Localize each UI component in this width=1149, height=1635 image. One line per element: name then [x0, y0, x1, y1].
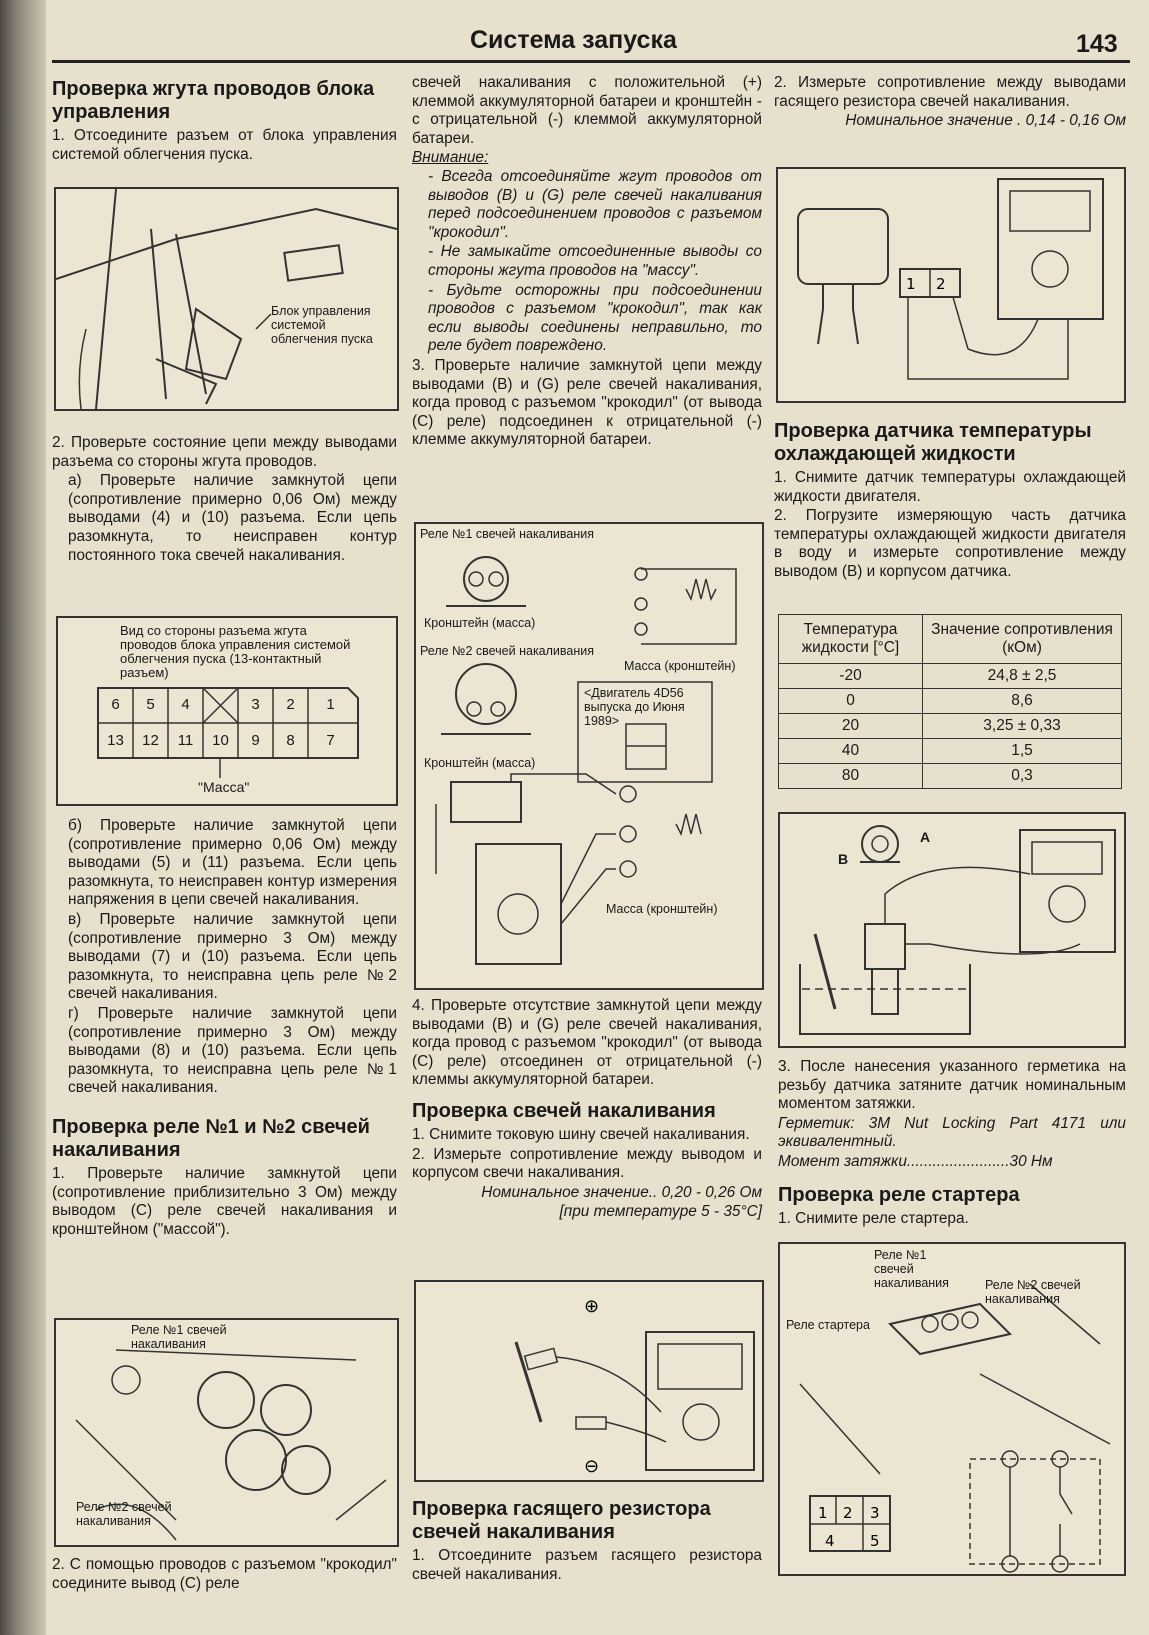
pin-label: 12 [142, 732, 159, 749]
column-1 [52, 78, 397, 165]
figure-control-unit [54, 187, 399, 411]
paragraph: 1. Снимите токовую шину свечей накаливания. [412, 1125, 750, 1143]
section-heading-starter: Проверка реле стартера [778, 1183, 1020, 1206]
paragraph: 2. Погрузите измеряющую часть датчика температуры охлаждающей жидкости двигателя в воду и измерьте сопротивление между выводом (В) и корпусом датчика. [774, 507, 1126, 580]
pin-label: 9 [251, 732, 260, 749]
paragraph: в) Проверьте наличие замкнутой цепи (сопротивление примерно 3 Ом) между выводами (7) и (10) разъема. Если цепь разомкнута, то неисправна цепь реле №2 свечей накаливания. [68, 910, 397, 1003]
starter-relay-label: Реле стартера [786, 1318, 870, 1332]
figure-temp-sensor [778, 812, 1126, 1048]
paragraph: 1. Отсоедините разъем гасящего резистора свечей накаливания. [412, 1547, 762, 1583]
resistor-drawing [778, 169, 1124, 401]
section-heading-relay: Проверка реле №1 и №2 свечей накаливания [52, 1115, 370, 1161]
page-number: 143 [1076, 30, 1118, 58]
section-heading-resistor: Проверка гасящего резистора свечей накаливания [412, 1498, 711, 1543]
table-row [779, 714, 1122, 739]
mass-label: Масса (кронштейн) [624, 659, 736, 673]
book-spine [0, 0, 46, 1635]
pin-label: 7 [326, 732, 335, 749]
table-row [779, 664, 1122, 689]
pin-label: 5 [146, 696, 155, 713]
svg-text:1: 1 [906, 275, 916, 293]
paragraph: свечей накаливания с положительной (+) клеммой аккумуляторной батареи и кронштейн - с отрицательной (-) клеммой аккумуляторной батареи. [412, 74, 762, 147]
glow-plug-drawing [416, 1282, 762, 1480]
section-heading-plugs: Проверка свечей накаливания [412, 1099, 716, 1122]
svg-text:4: 4 [825, 1532, 835, 1550]
paragraph: 3. Проверьте наличие замкнутой цепи между выводами (В) и (G) реле свечей накаливания, когда провод с разъемом "крокодил" (от вывода (С) реле) подсоединен к отрицательной (-) клемме аккумуляторной батареи. [412, 356, 762, 449]
resistance-table [778, 614, 1122, 789]
figure-relay-circuit [414, 522, 764, 990]
engine-label: <Двигатель 4D56 выпуска до Июня 1989> [584, 686, 685, 728]
pin-label: 6 [111, 696, 120, 713]
pin-label: 1 [326, 696, 335, 713]
column-1-cont [52, 434, 397, 566]
figure-starter-relay [778, 1242, 1126, 1576]
column-3-cont2 [778, 1058, 1126, 1229]
svg-text:⊖: ⊖ [584, 1456, 600, 1477]
paragraph: 3. После нанесения указанного герметика на резьбу датчика затяните датчик номинальным моментом затяжки. [778, 1058, 1126, 1113]
terminal-a-label: A [920, 829, 931, 845]
section-heading-sensor: Проверка датчика температуры охлаждающей жидкости [774, 420, 1092, 465]
relay1-label: Реле №1 свечей накаливания [874, 1248, 949, 1290]
table-header: Температура жидкости [°C] [779, 615, 923, 664]
relay1-label: Реле №1 свечей накаливания [420, 527, 595, 541]
nominal-value: Номинальное значение.. 0,20 - 0,26 Ом [481, 1183, 762, 1201]
temp-sensor-drawing [780, 814, 1124, 1046]
torque-spec: Момент затяжки........................30 Нм [778, 1152, 1053, 1170]
table-header: Значение сопротивления (кОм) [923, 615, 1122, 664]
relay2-label: Реле №2 свечей накаливания [420, 644, 595, 658]
paragraph: 1. Проверьте наличие замкнутой цепи (сопротивление приблизительно 3 Ом) между выводом (С) реле свечей накаливания и кронштейном ("массой"). [52, 1164, 397, 1238]
figure-glow-plug [414, 1280, 764, 1482]
pin-label: 11 [177, 732, 194, 749]
column-3 [774, 74, 1126, 132]
table-row [779, 764, 1122, 789]
svg-text:1: 1 [818, 1504, 828, 1522]
table-cell: 1,5 [923, 739, 1122, 764]
temp-range: [при температуре 5 - 35°C] [559, 1203, 762, 1221]
column-3-cont [774, 420, 1126, 583]
pin-label: 4 [181, 696, 190, 713]
paragraph: б) Проверьте наличие замкнутой цепи (сопротивление примерно 0,06 Ом) между выводами (5) и (11) разъема. Если цепь разомкнута, то неисправен контур измерения напряжения в цепи свечей накаливания. [68, 817, 397, 909]
table-cell: -20 [779, 664, 923, 689]
control-unit-label: Блок управления системой облегчения пуска [271, 304, 373, 346]
mass-label: Масса (кронштейн) [606, 902, 718, 916]
table-cell: 80 [779, 764, 923, 789]
bracket-label: Кронштейн (масса) [424, 756, 536, 770]
column-1-end [52, 1556, 397, 1594]
control-unit-drawing [56, 189, 397, 409]
table-row [779, 689, 1122, 714]
paragraph: г) Проверьте наличие замкнутой цепи (сопротивление примерно 3 Ом) между выводами (8) и (10) разъема. Если цепь разомкнута, то неисправна цепь реле №1 свечей накаливания. [68, 1004, 397, 1097]
table-cell: 3,25 ± 0,33 [923, 714, 1122, 739]
paragraph: 2. С помощью проводов с разъемом "крокодил" соедините вывод (С) реле [52, 1556, 397, 1592]
pin-label: 3 [251, 696, 260, 713]
nominal-value: Номинальное значение . 0,14 - 0,16 Ом [845, 112, 1126, 130]
warning: - Не замыкайте отсоединенные выводы со стороны жгута проводов на "массу". [428, 243, 762, 279]
pin-label: 8 [286, 732, 295, 749]
paragraph: 2. Измерьте сопротивление между выводом и корпусом свечи накаливания. [412, 1145, 762, 1182]
table-row [779, 739, 1122, 764]
paragraph: 1. Снимите реле стартера. [778, 1209, 969, 1227]
pin-label: 2 [286, 696, 295, 713]
warning: - Всегда отсоединяйте жгут проводов от выводов (В) и (G) реле свечей накаливания перед подсоединением проводов с разъемом "крокодил". [428, 167, 762, 241]
svg-text:⊕: ⊕ [584, 1296, 600, 1317]
section-heading-harness: Проверка жгута проводов блока управления [52, 78, 375, 123]
paragraph: 2. Проверьте состояние цепи между выводами разъема со стороны жгута проводов. [52, 434, 397, 470]
paragraph: 1. Снимите датчик температуры охлаждающей жидкости двигателя. [774, 469, 1126, 505]
column-2 [412, 74, 762, 451]
connector-caption: Вид со стороны разъема жгута проводов блока управления системой облегчения пуска (13-контактный разъем) [120, 623, 351, 680]
table-cell: 0 [779, 689, 923, 714]
paragraph: 2. Измерьте сопротивление между выводами гасящего резистора свечей накаливания. [774, 74, 1126, 110]
relay2-label: Реле №2 свечей накаливания [985, 1278, 1081, 1306]
table-cell: 8,6 [923, 689, 1122, 714]
relay2-label: Реле №2 свечей накаливания [76, 1500, 172, 1528]
table-cell: 24,8 ± 2,5 [923, 664, 1122, 689]
pin-label: 10 [212, 732, 229, 749]
warning: - Будьте осторожны при подсоединении проводов с разъемом "крокодил", так как если выводы соединены неправильно, то реле будет повреждено. [428, 281, 762, 355]
svg-text:3: 3 [870, 1504, 880, 1522]
table-cell: 20 [779, 714, 923, 739]
column-2-cont [412, 997, 762, 1223]
figure-resistor [776, 167, 1126, 403]
terminal-b-label: B [838, 851, 849, 867]
header-rule [52, 60, 1130, 63]
page-title: Система запуска [470, 26, 677, 54]
paragraph: 1. Отсоедините разъем от блока управления системой облегчения пуска. [52, 127, 397, 163]
relay1-label: Реле №1 свечей накаливания [131, 1323, 227, 1351]
paragraph: а) Проверьте наличие замкнутой цепи (сопротивление примерно 0,06 Ом) между выводами (4) и (10) разъема. Если цепь разомкнута, то неисправен контур постоянного тока свечей накаливания. [68, 472, 397, 564]
pin-label: 13 [107, 732, 124, 749]
figure-relays-photo [54, 1318, 399, 1547]
paragraph: 4. Проверьте отсутствие замкнутой цепи между выводами (В) и (G) реле свечей накаливания, когда провод с разъемом "крокодил" (от вывода (С) реле) отсоединен от отрицательной (-) клеммы аккумуляторной батареи. [412, 997, 762, 1089]
svg-text:2: 2 [936, 275, 946, 293]
table-cell: 0,3 [923, 764, 1122, 789]
column-2-end [412, 1498, 762, 1585]
sealant-spec: Герметик: 3M Nut Locking Part 4171 или эквивалентный. [778, 1114, 1126, 1151]
table-cell: 40 [779, 739, 923, 764]
mass-label: "Масса" [198, 779, 250, 795]
figure-connector-13pin [56, 616, 398, 806]
column-1-cont2 [52, 817, 397, 1240]
svg-text:5: 5 [870, 1532, 880, 1550]
bracket-label: Кронштейн (масса) [424, 616, 536, 630]
svg-text:2: 2 [843, 1504, 853, 1522]
table-header-row [779, 615, 1122, 664]
attention-label: Внимание: [412, 149, 489, 167]
